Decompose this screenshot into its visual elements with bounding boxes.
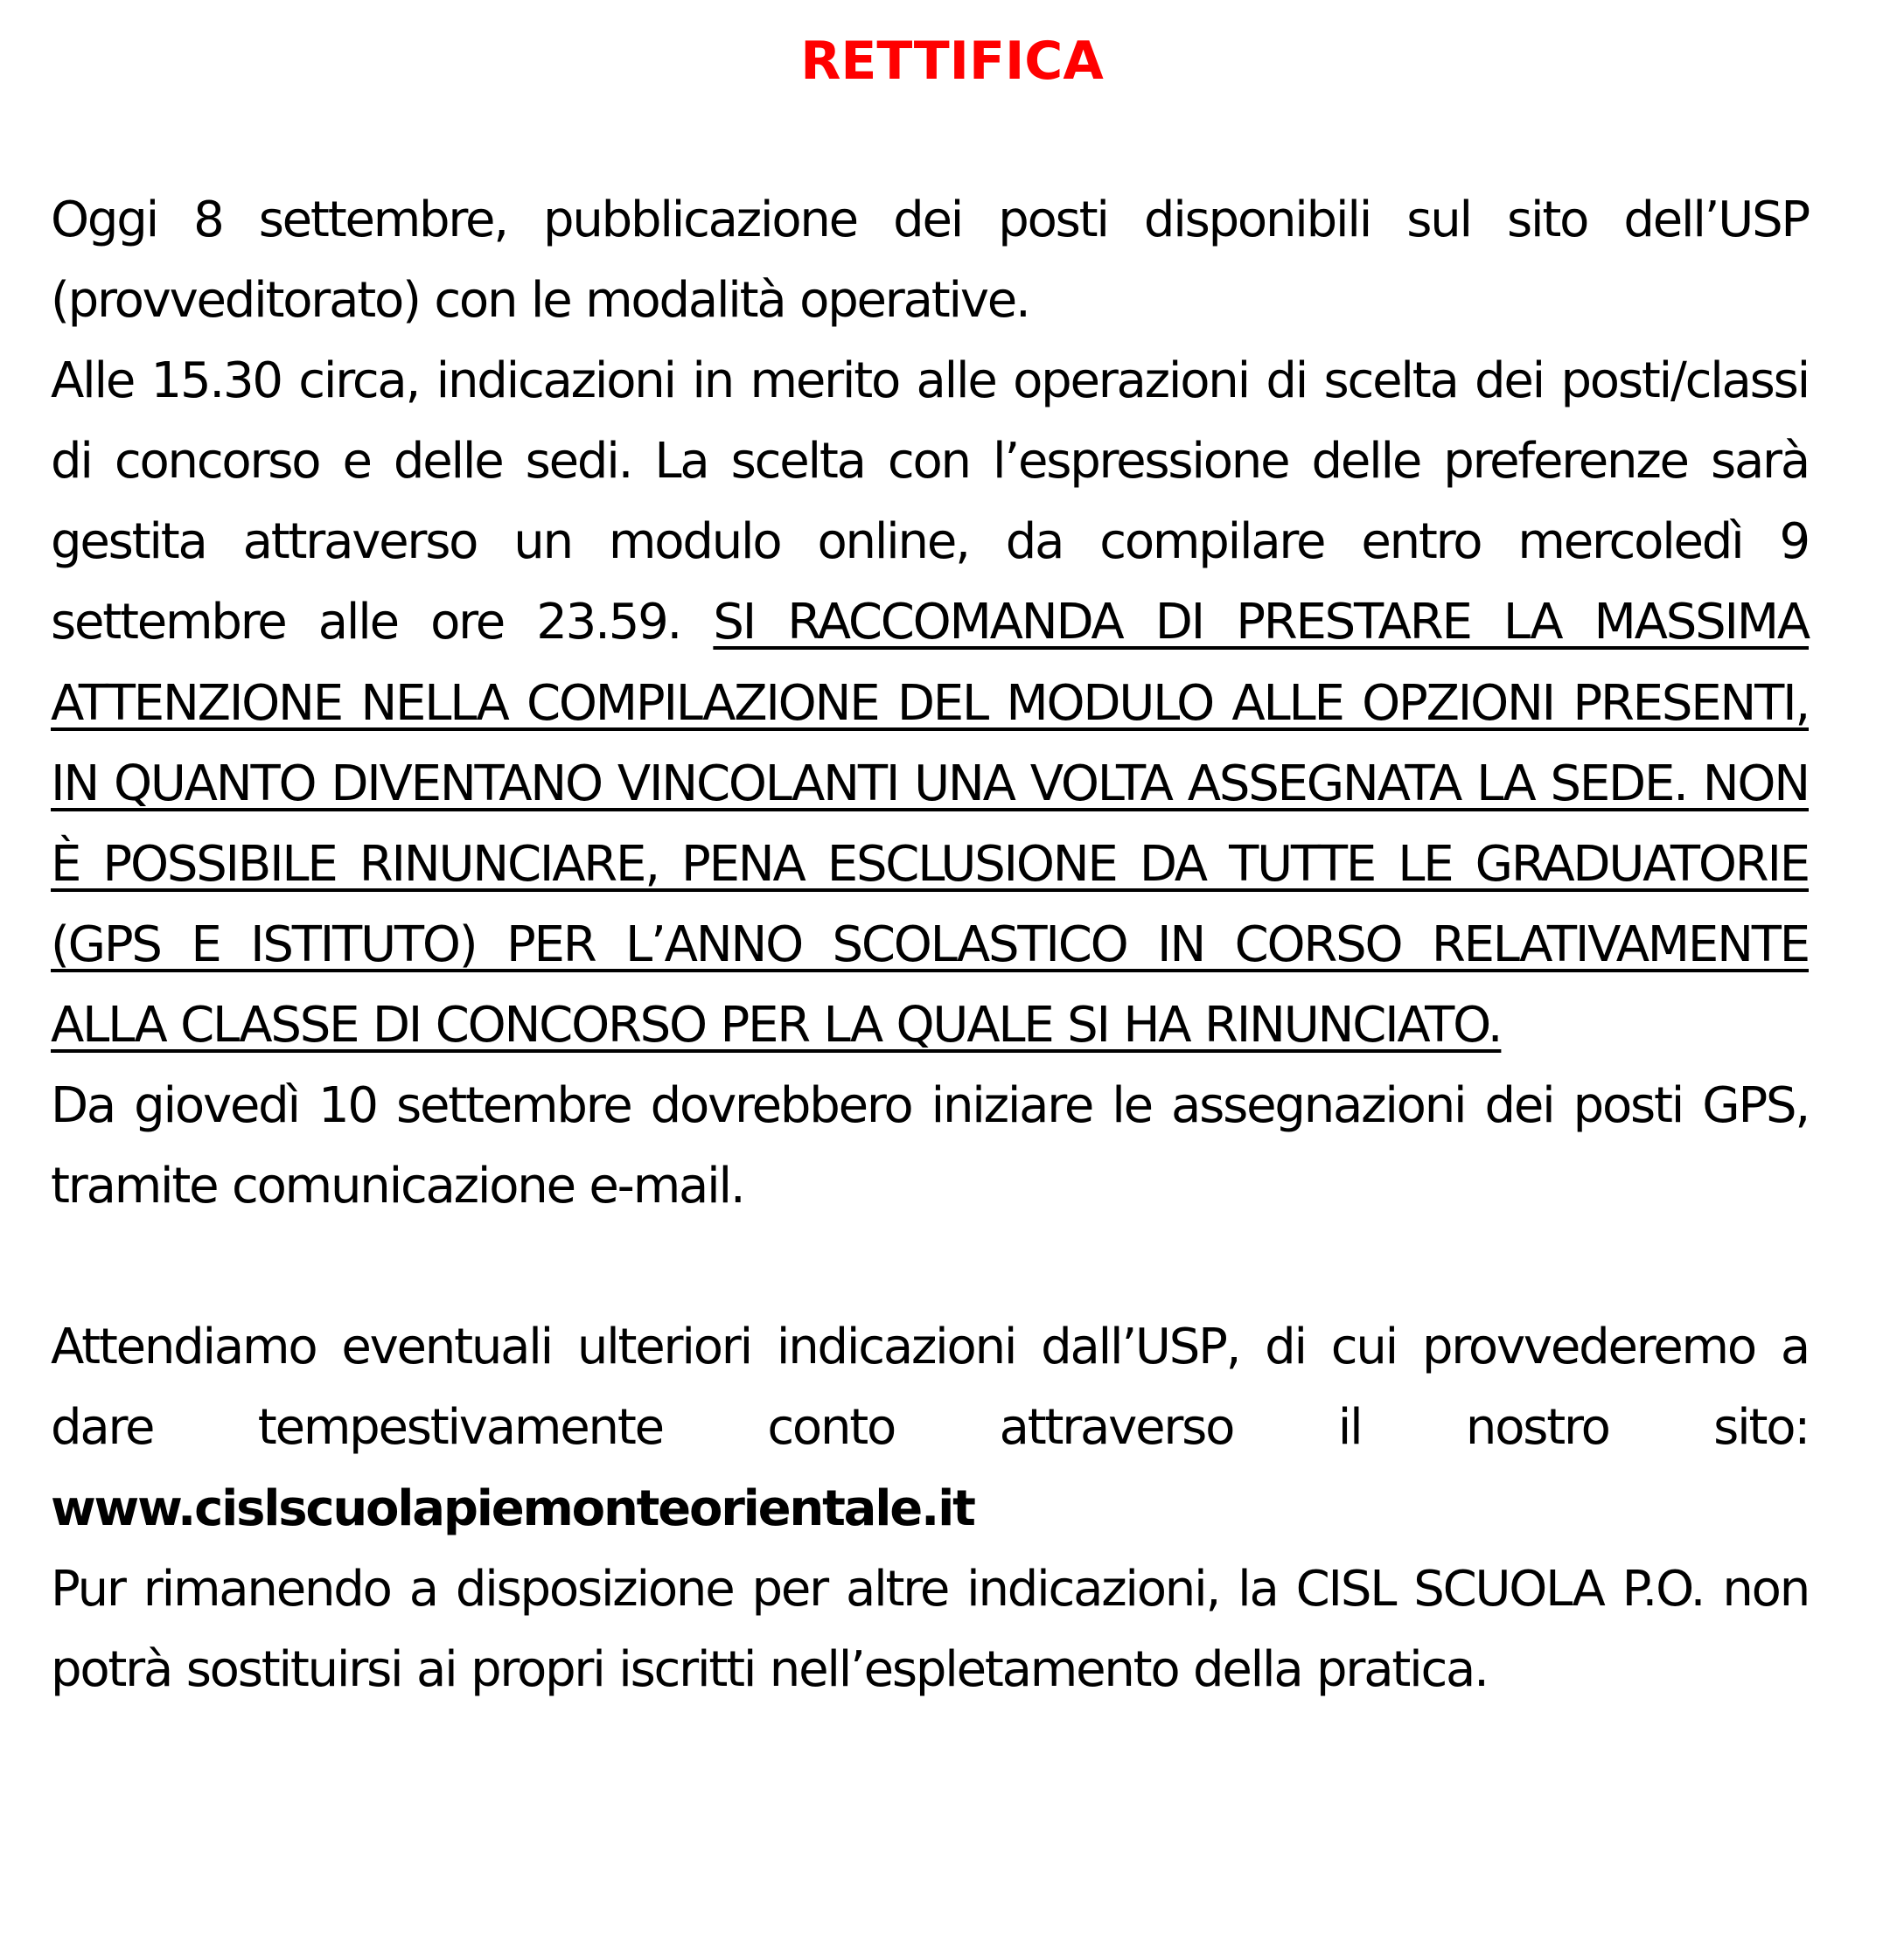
updates-text: Attendiamo eventuali ulteriori indicazioni dall’USP, di cui provvederemo a dare tempestivamente conto attraverso il nostro sito: [51, 1319, 1809, 1457]
warning-text: SI RACCOMANDA DI PRESTARE LA MASSIMA ATTENZIONE NELLA COMPILAZIONE DEL MODULO ALLE OPZIONI PRESENTI, IN QUANTO DIVENTANO VINCOLANTI UNA VOLTA ASSEGNATA LA SEDE. NON È POSSIBILE RINUNCIARE, PENA ESCLUSIONE DA TUTTE LE GRADUATORIE (GPS E ISTITUTO) PER L’ANNO SCOLASTICO IN CORSO RELATIVAMENTE ALLA CLASSE DI CONCORSO PER LA QUALE SI HA RINUNCIATO. [51, 594, 1809, 1054]
instructions-text: Alle 15.30 circa, indicazioni in merito alle operazioni di scelta dei posti/classi di concorso e delle sedi. La scelta con l’espressione delle preferenze sarà gestita attraverso un modulo online, da compilare entro mercoledì 9 settembre alle ore 23.59. [51, 352, 1809, 651]
paragraph-publication: Oggi 8 settembre, pubblicazione dei posti disponibili sul sito dell’USP (provveditorato) con le modalità operative. [51, 191, 1809, 330]
paragraph-assignments: Da giovedì 10 settembre dovrebbero iniziare le assegnazioni dei posti GPS, tramite comunicazione e-mail. [51, 1077, 1809, 1215]
document-title: RETTIFICA [800, 31, 1104, 92]
blank-line [51, 1227, 1809, 1307]
document-body [51, 180, 1809, 1710]
website-link[interactable]: www.cislscuolapiemonteorientale.it [51, 1479, 974, 1537]
paragraph-updates [51, 1307, 1809, 1549]
paragraph-instructions [51, 341, 1809, 1066]
paragraph-disclaimer: Pur rimanendo a disposizione per altre indicazioni, la CISL SCUOLA P.O. non potrà sostituirsi ai propri iscritti nell’espletamento della pratica. [51, 1560, 1809, 1698]
